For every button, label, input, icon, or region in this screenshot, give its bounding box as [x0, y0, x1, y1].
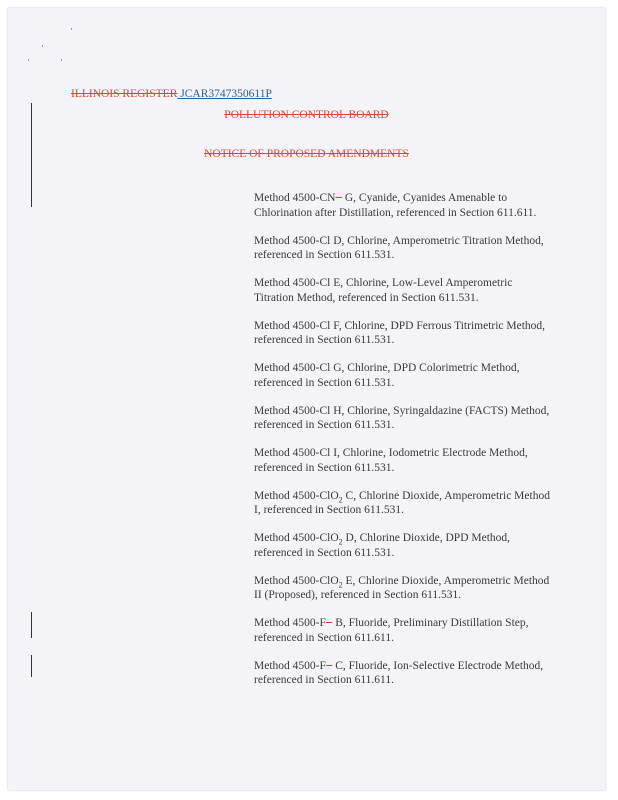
list-item: Method 4500-Cl G, Chlorine, DPD Colorimetric Method, referenced in Section 611.531. — [254, 362, 520, 389]
notice-heading: NOTICE OF PROPOSED AMENDMENTS — [204, 148, 409, 160]
list-item: Method 4500-F− B, Fluoride, Preliminary Distillation Step, referenced in Section 611.611. — [254, 617, 529, 644]
register-title-struck: ILLINOIS REGISTER — [71, 88, 178, 100]
scan-speck — [71, 28, 72, 30]
register-code-inserted — [177, 88, 271, 100]
subscript: 2 — [338, 494, 343, 504]
register-code: JCAR3747350611P — [180, 88, 272, 100]
list-item: Method 4500-Cl I, Chlorine, Iodometric Electrode Method, referenced in Section 611.531. — [254, 447, 528, 474]
scan-speck — [61, 59, 62, 61]
register-header — [71, 88, 272, 100]
list-item: Method 4500-Cl D, Chlorine, Amperometric Titration Method, referenced in Section 611.531. — [254, 234, 544, 261]
list-item: Method 4500-Cl E, Chlorine, Low-Level Amperometric Titration Method, referenced in Section 611.531. — [254, 277, 513, 304]
document-page — [8, 8, 605, 790]
change-bar — [31, 612, 32, 638]
list-item: Method 4500-Cl H, Chlorine, Syringaldazine (FACTS) Method, referenced in Section 611.531. — [254, 404, 550, 431]
change-bar — [31, 655, 32, 677]
struck-superscript: − — [325, 659, 333, 672]
method-list — [254, 191, 554, 701]
list-item: Method 4500-F− C, Fluoride, Ion-Selective Electrode Method, referenced in Section 611.611. — [254, 659, 544, 686]
list-item: Method 4500-ClO$_2$ D, Chlorine Dioxide, DPD Method, referenced in Section 611.531. — [254, 532, 511, 559]
list-item: Method 4500-ClO$_2$ E, Chlorine Dioxide, Amperometric Method II (Proposed), referenced in Section 611.531. — [254, 574, 550, 601]
struck-superscript: − — [325, 617, 333, 629]
scan-speck — [42, 45, 43, 47]
subscript: 2 — [338, 537, 343, 547]
list-item: Method 4500-ClO$_2$ C, Chlorine Dioxide, Amperometric Method I, referenced in Section 611.531. — [254, 489, 550, 516]
scan-speck — [28, 59, 29, 61]
struck-superscript: − — [335, 192, 342, 204]
list-item: Method 4500-CN− G, Cyanide, Cyanides Amenable to Chlorination after Distillation, referenced in Section 611.611. — [254, 192, 537, 219]
list-item: Method 4500-Cl F, Chlorine, DPD Ferrous Titrimetric Method, referenced in Section 611.531. — [254, 319, 546, 346]
subscript: 2 — [338, 579, 343, 589]
board-heading: POLLUTION CONTROL BOARD — [224, 109, 389, 121]
